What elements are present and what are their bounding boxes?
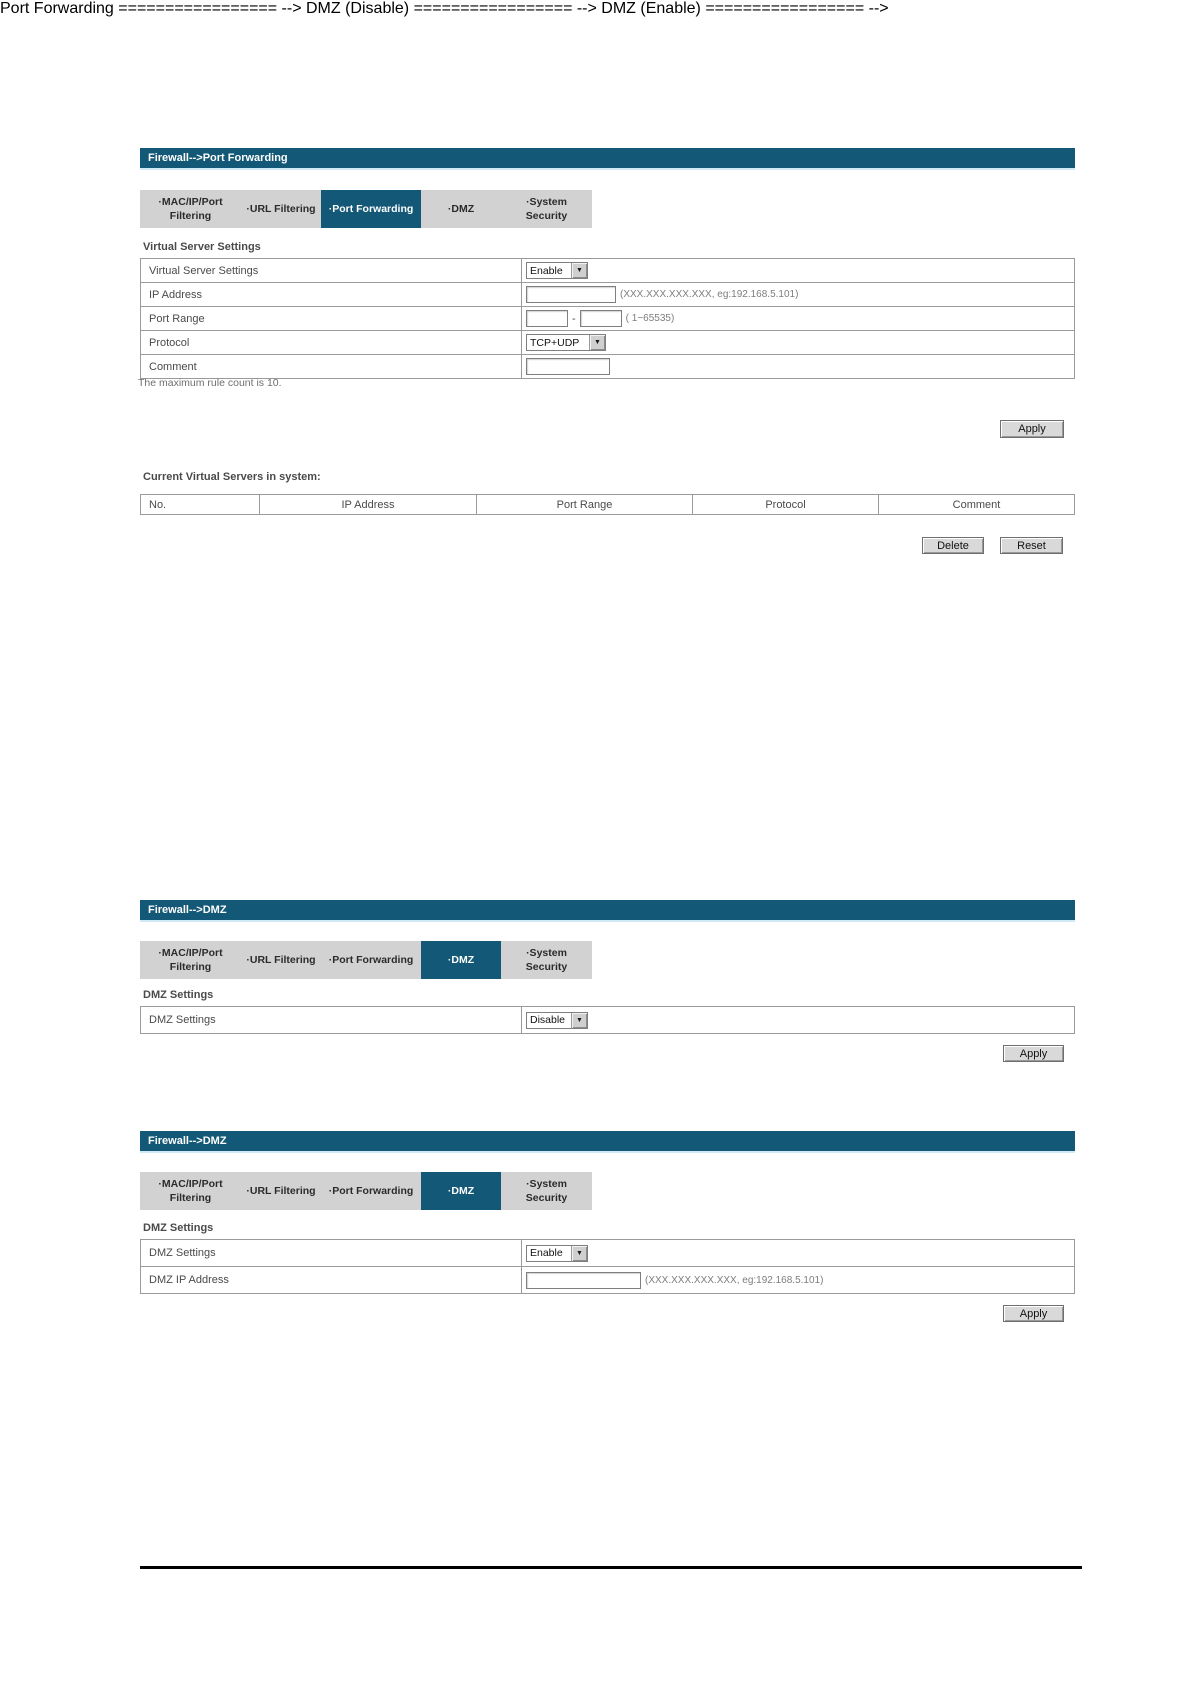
port-range-start-input[interactable] [526,310,568,327]
dropdown-arrow-icon: ▼ [589,335,605,350]
port-range-end-input[interactable] [580,310,622,327]
table-row [141,354,1074,378]
tab-mac-ip-port-filtering[interactable]: ·MAC/IP/Port Filtering [158,1177,223,1204]
dmz-settings-table-enabled [140,1239,1075,1294]
tab-port-forwarding[interactable]: ·Port Forwarding [328,1184,414,1197]
reset-button[interactable]: Reset [1000,537,1063,554]
dropdown-arrow-icon: ▼ [571,1246,587,1261]
dropdown-arrow-icon: ▼ [571,1013,587,1028]
tab-system-security[interactable]: ·System Security [525,195,568,222]
protocol-value: TCP+UDP [530,336,580,349]
dmz-settings-value: Disable [530,1014,566,1026]
table-row [141,282,1074,306]
table-row [141,306,1074,330]
manual-page: Port Forwarding ================= --> Firewall-->Port Forwarding ·MAC/IP/Port Filtering ·URL Filtering ·Port Forwarding ·DMZ ·System Security Virtual Server Settings Virtual Server Settings Enable ▼ IP Address (XXX.XXX.XXX.XXX, eg:192.168.5.101) Port Range - ( 1~65535) Protocol TCP+UDP ▼ Comment The maximum rule count is 10. Apply Current Virtual Servers in system: No. IP Address Port Range Protocol Comment Delete Reset DMZ (Disable) ================= --> Firewall-->DMZ ·MAC/IP/Port Filtering ·URL Filtering ·Port Forwarding ·DMZ ·System Security DMZ Settings DMZ Settings Disable ▼ Apply DMZ (Enable) ================= --> Firewall-->DMZ ·MAC/IP/Port Filtering ·URL Filtering ·Port Forwarding ·DMZ ·System Security DMZ Settings DMZ Settings Enable ▼ DMZ IP Address (XXX.XXX.XXX.XXX, eg:192.168.5.101) Apply [0,0,1195,1690]
delete-button[interactable]: Delete [922,537,984,554]
tab-mac-ip-port-filtering[interactable]: ·MAC/IP/Port Filtering [158,946,223,973]
ip-address-input[interactable] [526,286,616,303]
tab-dmz[interactable]: ·DMZ [421,1172,501,1210]
page-footer-divider [140,1566,1082,1569]
tab-system-security[interactable]: ·System Security [525,1177,568,1204]
tab-url-filtering[interactable]: ·URL Filtering [246,202,316,215]
table-row [141,1007,1074,1033]
tab-bar-port-forwarding [140,190,592,228]
protocol-select[interactable] [526,334,606,351]
virtual-server-enable-value: Enable [530,264,563,277]
port-range-hint: ( 1~65535) [625,313,675,324]
dmz-settings-label: DMZ Settings [141,1240,522,1266]
protocol-label: Protocol [141,331,522,354]
apply-button-dmz-disabled[interactable]: Apply [1003,1045,1064,1062]
dmz-settings-select[interactable] [526,1245,588,1262]
tab-dmz[interactable]: ·DMZ [421,941,501,979]
tab-url-filtering[interactable]: ·URL Filtering [246,953,316,966]
virtual-server-settings-table [140,258,1075,379]
tab-port-forwarding[interactable]: ·Port Forwarding [328,953,414,966]
virtual-server-setting-label: Virtual Server Settings [141,259,522,282]
dmz-ip-address-label: DMZ IP Address [141,1267,522,1293]
tab-mac-ip-port-filtering[interactable]: ·MAC/IP/Port Filtering [158,195,223,222]
dmz-settings-label: DMZ Settings [141,1007,522,1033]
port-range-label: Port Range [141,307,522,330]
current-virtual-servers-table [140,494,1075,515]
section-header-dmz-disabled: Firewall-->DMZ [140,900,1075,920]
tab-bar-dmz-disabled [140,941,592,979]
column-header-port-range: Port Range [477,495,693,514]
table-row [141,1266,1074,1293]
tab-system-security[interactable]: ·System Security [525,946,568,973]
virtual-server-settings-title: Virtual Server Settings [143,241,261,253]
table-row [141,330,1074,354]
dmz-settings-value: Enable [530,1247,563,1259]
virtual-server-enable-select[interactable] [526,262,588,279]
table-row [141,1240,1074,1266]
comment-input[interactable] [526,358,610,375]
dropdown-arrow-icon: ▼ [571,263,587,278]
dmz-settings-title: DMZ Settings [143,989,214,1001]
ip-format-hint: (XXX.XXX.XXX.XXX, eg:192.168.5.101) [620,289,799,300]
apply-button-port-forwarding[interactable]: Apply [1000,420,1064,438]
column-header-no: No. [141,495,260,514]
column-header-ip-address: IP Address [260,495,477,514]
current-virtual-servers-title: Current Virtual Servers in system: [143,471,321,483]
dmz-ip-address-input[interactable] [526,1272,641,1289]
comment-label: Comment [141,355,522,378]
dmz-settings-title: DMZ Settings [143,1222,214,1234]
tab-bar-dmz-enabled [140,1172,592,1210]
tab-url-filtering[interactable]: ·URL Filtering [246,1184,316,1197]
ip-format-hint: (XXX.XXX.XXX.XXX, eg:192.168.5.101) [645,1274,824,1286]
column-header-comment: Comment [952,498,1001,511]
max-rule-note: The maximum rule count is 10. [138,377,282,389]
table-row [141,259,1074,282]
dmz-settings-table-disabled [140,1006,1075,1034]
apply-button-dmz-enabled[interactable]: Apply [1003,1305,1064,1322]
section-header-dmz-enabled: Firewall-->DMZ [140,1131,1075,1151]
tab-port-forwarding[interactable]: ·Port Forwarding [321,190,421,228]
dmz-settings-select[interactable] [526,1012,588,1029]
ip-address-label: IP Address [141,283,522,306]
tab-dmz[interactable]: ·DMZ [447,202,475,215]
port-range-dash: - [572,312,576,325]
section-header-port-forwarding: Firewall-->Port Forwarding [140,148,1075,168]
column-header-protocol: Protocol [693,495,879,514]
